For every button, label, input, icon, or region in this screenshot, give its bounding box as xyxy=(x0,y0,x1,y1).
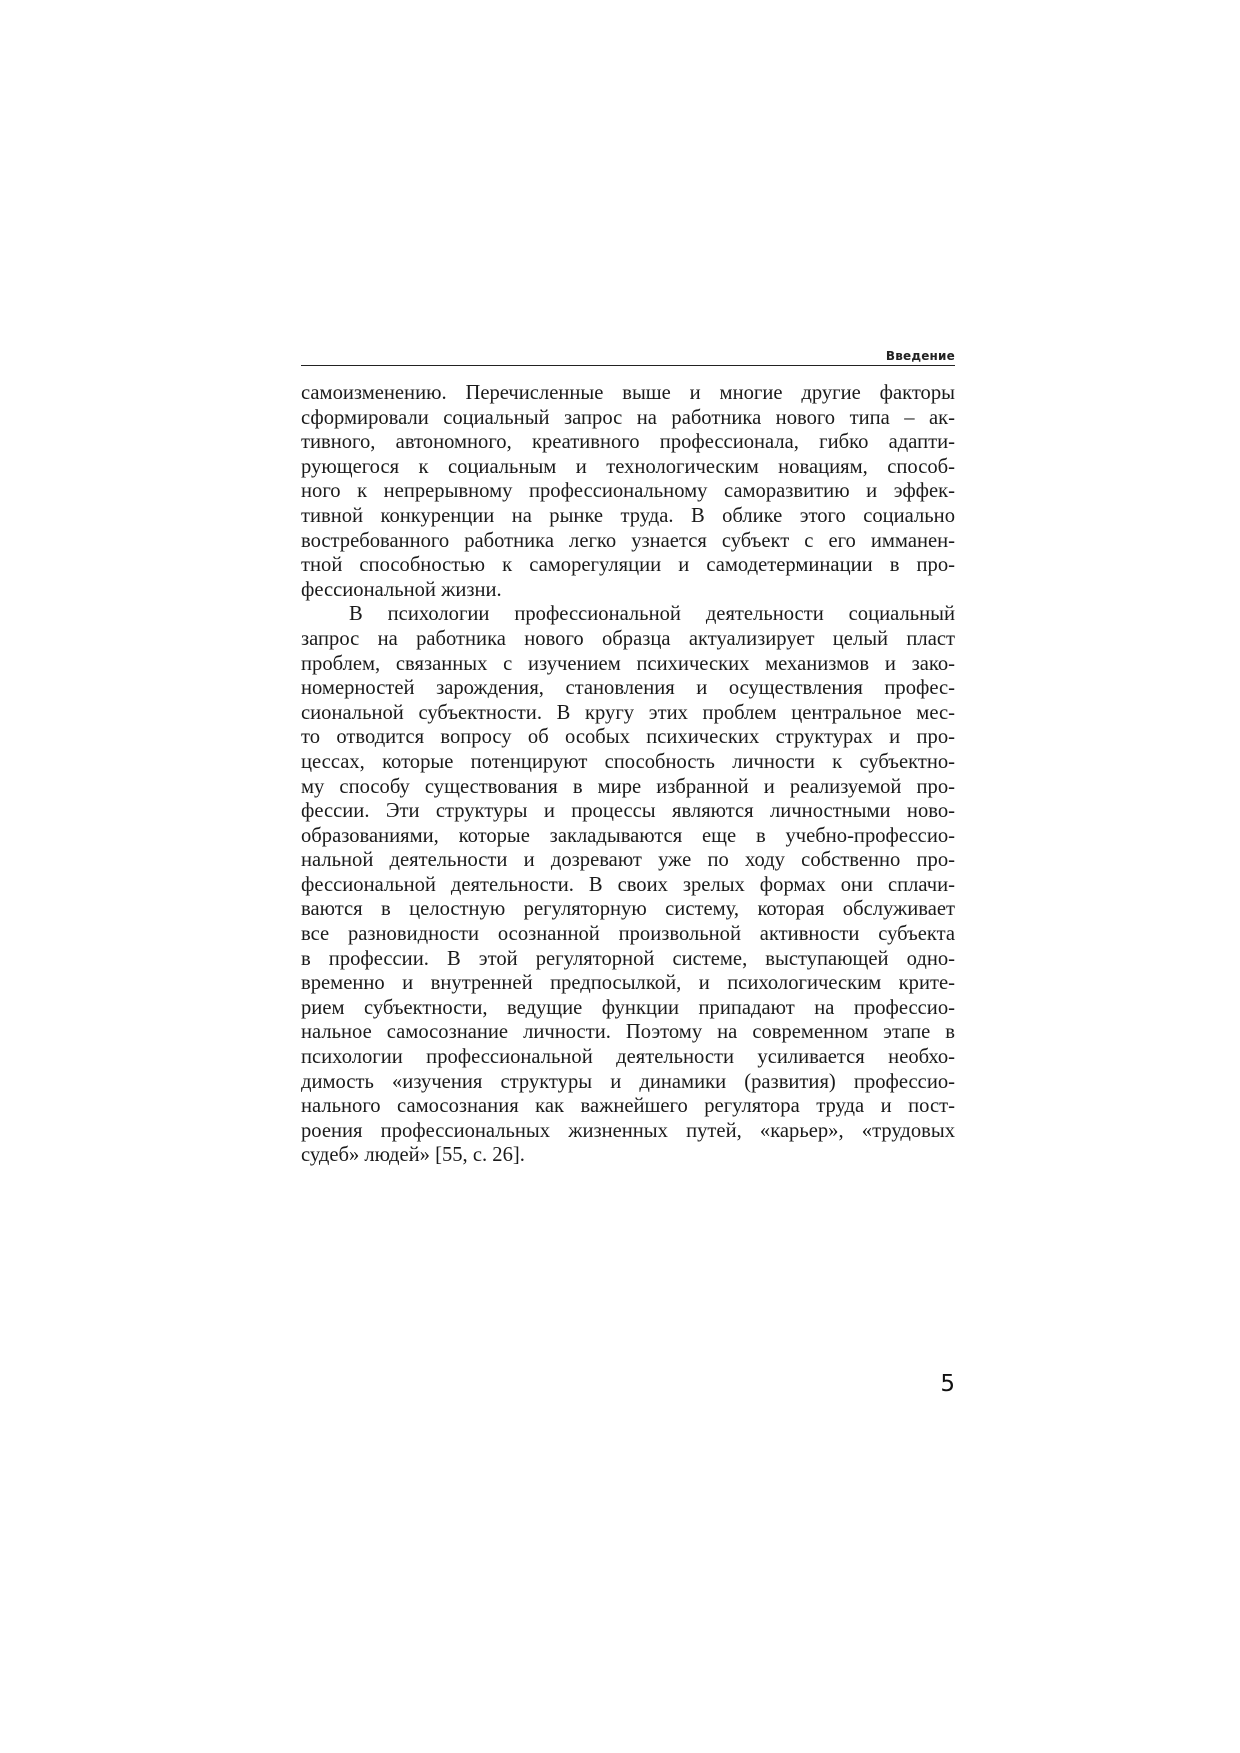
running-head-title: Введение xyxy=(885,349,955,363)
text-line: то отводится вопросу об особых психических структурах и про- xyxy=(301,726,955,749)
text-line: фессиональной деятельности. В своих зрелых формах они сплачи- xyxy=(301,873,955,896)
text-line: цессах, которые потенцируют способность личности к субъектно- xyxy=(301,750,955,773)
paragraph-1 xyxy=(301,381,955,602)
text-line: роения профессиональных жизненных путей, «карьер», «трудовых xyxy=(301,1119,955,1142)
text-line: тивной конкуренции на рынке труда. В облике этого социально xyxy=(301,504,955,527)
header-rule xyxy=(301,365,955,366)
text-line: В психологии профессиональной деятельности социальный xyxy=(349,603,955,626)
text-line: ваются в целостную регуляторную систему, которая обслуживает xyxy=(301,898,955,921)
text-line: рием субъектности, ведущие функции припадают на профессио- xyxy=(301,996,955,1019)
text-line: временно и внутренней предпосылкой, и психологическим крите- xyxy=(301,972,955,995)
text-line: образованиями, которые закладываются еще в учебно-профессио- xyxy=(301,824,955,847)
text-line: запрос на работника нового образца актуализирует целый пласт xyxy=(301,627,955,650)
paragraph-2 xyxy=(301,602,955,1168)
text-line: востребованного работника легко узнается субъект с его имманен- xyxy=(301,529,955,552)
text-line: нальной деятельности и дозревают уже по ходу собственно про- xyxy=(301,849,955,872)
body-text xyxy=(301,381,955,1168)
text-line: все разновидности осознанной произвольной активности субъекта xyxy=(301,923,955,946)
text-line: му способу существования в мире избранной и реализуемой про- xyxy=(301,775,955,798)
text-line: номерностей зарождения, становления и осуществления профес- xyxy=(301,677,955,700)
text-line: рующегося к социальным и технологическим новациям, способ- xyxy=(301,455,955,478)
text-line: тной способностью к саморегуляции и самодетерминации в про- xyxy=(301,554,955,577)
text-line: димость «изучения структуры и динамики (развития) профессио- xyxy=(301,1070,955,1093)
text-line: нального самосознания как важнейшего регулятора труда и пост- xyxy=(301,1095,955,1118)
text-line: тивного, автономного, креативного профессионала, гибко адапти- xyxy=(301,431,955,454)
text-line: самоизменению. Перечисленные выше и многие другие факторы xyxy=(301,382,955,404)
text-line: сформировали социальный запрос на работника нового типа – ак- xyxy=(301,406,955,429)
text-line: проблем, связанных с изучением психических механизмов и зако- xyxy=(301,652,955,675)
text-line: психологии профессиональной деятельности усиливается необхо- xyxy=(301,1046,955,1069)
text-line: судеб» людей» [55, с. 26]. xyxy=(301,1144,525,1167)
text-line: нальное самосознание личности. Поэтому на современном этапе в xyxy=(301,1021,955,1044)
page-number: 5 xyxy=(940,1371,955,1397)
text-line: ного к непрерывному профессиональному саморазвитию и эффек- xyxy=(301,480,955,503)
text-line: в профессии. В этой регуляторной системе, выступающей одно- xyxy=(301,947,955,970)
text-line: фессиональной жизни. xyxy=(301,578,502,601)
text-line: сиональной субъектности. В кругу этих проблем центральное мес- xyxy=(301,701,955,724)
text-line: фессии. Эти структуры и процессы являются личностными ново- xyxy=(301,800,955,823)
